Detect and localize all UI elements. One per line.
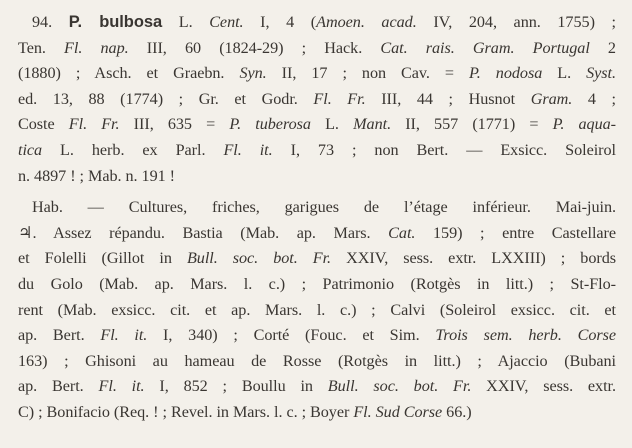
italic-citation: Syst. bbox=[586, 64, 616, 83]
italic-citation: P. tuberosa bbox=[229, 115, 311, 134]
text-segment: ap. Bert. bbox=[18, 377, 99, 396]
text-segment: II, 557 (1771) = bbox=[391, 115, 553, 134]
text-line bbox=[18, 112, 616, 138]
text-segment: L. bbox=[310, 115, 354, 134]
text-segment: I, 852 ; Boullu in bbox=[144, 377, 328, 396]
italic-citation: Cat. rais. Gram. Portugal bbox=[380, 38, 590, 57]
text-segment: IV, 204, ann. 1755) ; bbox=[416, 13, 616, 31]
text-segment: ♃. Assez répandu. Bastia (Mab. ap. Mars. bbox=[18, 223, 389, 242]
italic-citation: Fl. it. bbox=[98, 377, 145, 396]
text-line bbox=[18, 36, 616, 62]
text-segment: (1880) ; Asch. et Graebn. bbox=[18, 64, 240, 83]
italic-citation: Cat. bbox=[388, 223, 416, 242]
italic-citation: Fl. Fr. bbox=[313, 89, 366, 108]
italic-citation: Bull. soc. bot. Fr. bbox=[327, 377, 472, 396]
entry-number: 94. bbox=[32, 13, 69, 31]
text-line bbox=[18, 61, 616, 87]
text-segment: 4 ; bbox=[572, 89, 616, 108]
italic-citation: Fl. it. bbox=[100, 326, 148, 345]
italic-citation: Mant. bbox=[353, 115, 392, 134]
text-segment: I, 4 ( bbox=[243, 13, 317, 31]
text-line bbox=[18, 298, 616, 324]
italic-citation: Syn. bbox=[239, 64, 267, 83]
text-segment: n. 4897 ! ; Mab. n. 191 ! bbox=[18, 166, 176, 185]
italic-citation: Fl. it. bbox=[223, 140, 273, 159]
text-line bbox=[18, 138, 616, 164]
text-line bbox=[18, 195, 616, 221]
text-segment: C) ; Bonifacio (Req. ! ; Revel. in Mars. l. c. ; Boyer bbox=[18, 402, 354, 421]
text-segment: 163) ; Ghisoni au hameau de Rosse (Rotgès in litt.) ; Ajaccio (Bubani bbox=[18, 351, 616, 370]
italic-citation: Fl. Fr. bbox=[68, 115, 120, 134]
italic-citation: tica bbox=[18, 140, 43, 159]
text-segment: Hab. — Cultures, friches, garigues de l’étage inférieur. Mai-juin. bbox=[32, 198, 616, 217]
text-segment: III, 60 (1824-29) ; Hack. bbox=[128, 38, 381, 57]
text-line bbox=[18, 400, 616, 426]
text-line bbox=[18, 246, 616, 272]
italic-citation: Fl. nap. bbox=[64, 38, 129, 57]
italic-citation: Trois sem. herb. Corse bbox=[435, 326, 616, 345]
text-segment: XXIV, sess. extr. LXXIII) ; bords bbox=[331, 249, 616, 268]
text-line bbox=[18, 374, 616, 400]
italic-citation: Amoen. acad. bbox=[316, 13, 417, 31]
text-segment: L. herb. ex Parl. bbox=[42, 140, 224, 159]
entry-heading-line bbox=[18, 10, 616, 36]
species-entry bbox=[18, 10, 616, 426]
text-segment: I, 340) ; Corté (Fouc. et Sim. bbox=[147, 326, 436, 345]
text-segment: ed. 13, 88 (1774) ; Gr. et Godr. bbox=[18, 89, 314, 108]
text-segment: 159) ; entre Castellare bbox=[415, 223, 617, 242]
text-segment: L. bbox=[162, 13, 210, 31]
text-line bbox=[18, 87, 616, 113]
text-segment: L. bbox=[542, 64, 587, 83]
italic-citation: Gram. bbox=[530, 89, 573, 108]
text-segment: III, 44 ; Husnot bbox=[365, 89, 531, 108]
italic-citation: Fl. Sud Corse bbox=[353, 402, 443, 421]
italic-citation: P. aqua- bbox=[552, 115, 616, 134]
text-segment: I, 73 ; non Bert. — Exsicc. Soleirol bbox=[272, 140, 617, 159]
text-segment: Coste bbox=[18, 115, 69, 134]
text-line bbox=[18, 221, 616, 247]
text-line bbox=[18, 349, 616, 375]
text-segment: ap. Bert. bbox=[18, 326, 101, 345]
italic-citation: Bull. soc. bot. Fr. bbox=[186, 249, 332, 268]
text-segment: III, 635 = bbox=[119, 115, 230, 134]
text-segment: 2 bbox=[589, 38, 616, 57]
text-segment: et Folelli (Gillot in bbox=[18, 249, 187, 268]
text-line bbox=[18, 272, 616, 298]
text-segment: rent (Mab. exsicc. cit. et ap. Mars. l. c.) ; Calvi (Soleirol exsicc. cit. et bbox=[18, 300, 616, 319]
italic-citation: P. nodosa bbox=[469, 64, 543, 83]
text-segment: du Golo (Mab. ap. Mars. l. c.) ; Patrimonio (Rotgès in litt.) ; St-Flo- bbox=[18, 274, 616, 293]
text-line bbox=[18, 164, 616, 190]
text-segment: 66.) bbox=[442, 402, 472, 421]
text-segment: Ten. bbox=[18, 38, 65, 57]
text-segment: XXIV, sess. extr. bbox=[471, 377, 616, 396]
text-line bbox=[18, 323, 616, 349]
text-segment: II, 17 ; non Cav. = bbox=[266, 64, 470, 83]
species-name: P. bulbosa bbox=[68, 13, 163, 31]
italic-citation: Cent. bbox=[209, 13, 244, 31]
